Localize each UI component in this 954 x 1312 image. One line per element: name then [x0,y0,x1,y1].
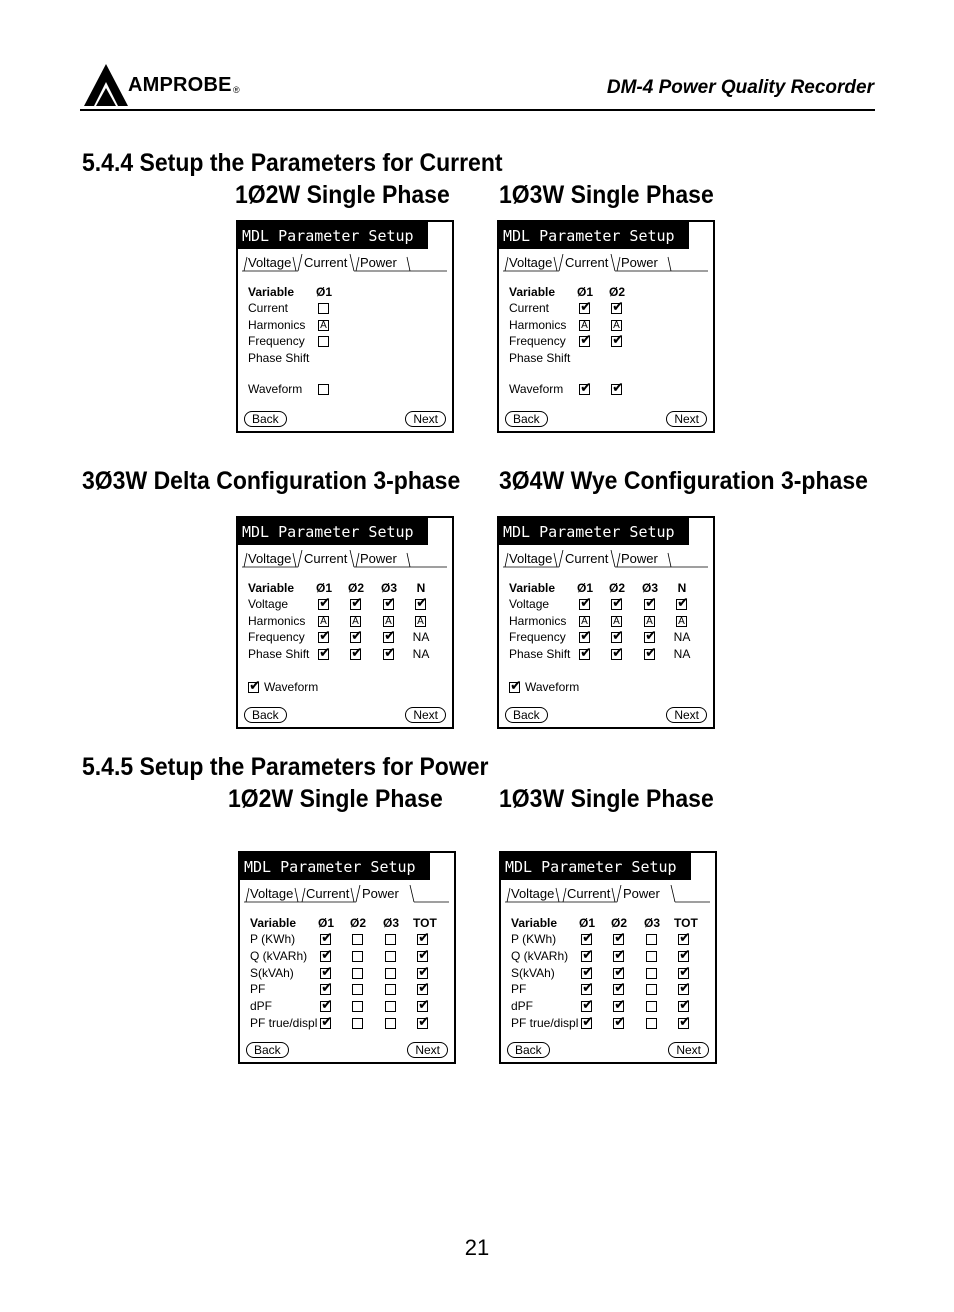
next-button[interactable]: Next [666,411,707,427]
panel-title: MDL Parameter Setup [499,222,689,249]
caption-3p3w-delta: 3Ø3W Delta Configuration 3-phase [82,467,461,495]
document-title: DM-4 Power Quality Recorder [606,77,874,98]
column-header: Ø1 [576,285,593,299]
tab-power[interactable]: Power [621,551,658,566]
checked-checkbox[interactable] [581,1018,592,1029]
next-button[interactable]: Next [668,1042,709,1058]
tab-current[interactable]: Current [567,886,611,901]
variable-label: Frequency [248,334,305,348]
checked-checkbox[interactable] [611,336,622,347]
checked-checkbox[interactable] [383,649,394,660]
checked-checkbox[interactable] [678,984,689,995]
checked-checkbox[interactable] [320,984,331,995]
setup-panel-current-1p3w [497,220,715,433]
checked-checkbox[interactable] [417,934,428,945]
checked-checkbox[interactable] [417,1001,428,1012]
panel-title: MDL Parameter Setup [499,518,689,545]
tab-bar [242,254,447,272]
column-header: Ø2 [347,581,364,595]
column-header: TOT [413,916,437,930]
auto-checkbox[interactable]: A [350,616,361,627]
column-header: TOT [674,916,698,930]
column-header: Ø1 [576,581,593,595]
auto-checkbox[interactable]: A [611,320,622,331]
checked-checkbox[interactable] [613,934,624,945]
auto-checkbox[interactable]: A [415,616,426,627]
checked-checkbox[interactable] [350,599,361,610]
variable-label: Voltage [509,597,550,611]
tab-current[interactable]: Current [304,551,348,566]
tab-voltage[interactable]: Voltage [511,886,555,901]
variable-header: Variable [511,916,558,930]
tab-current[interactable]: Current [565,551,609,566]
checked-checkbox[interactable] [676,599,687,610]
auto-checkbox[interactable]: A [579,320,590,331]
variable-header: Variable [509,581,556,595]
auto-checkbox[interactable]: A [644,616,655,627]
checked-checkbox[interactable] [579,303,590,314]
variable-header: Variable [250,916,297,930]
waveform-label: Waveform [525,680,580,694]
checked-checkbox[interactable] [320,934,331,945]
next-button[interactable]: Next [405,411,446,427]
variable-label: Current [248,301,289,315]
checked-checkbox[interactable] [320,968,331,979]
checked-checkbox[interactable] [417,951,428,962]
checked-checkbox[interactable] [644,649,655,660]
unchecked-checkbox[interactable] [352,1001,363,1012]
waveform-checkbox-checked[interactable] [579,384,590,395]
back-button[interactable]: Back [244,411,287,427]
checked-checkbox[interactable] [581,951,592,962]
variable-label: Q (kVARh) [511,948,569,963]
variable-label: PF [250,982,266,997]
auto-checkbox[interactable]: A [676,616,687,627]
column-header: Ø2 [610,916,627,930]
header-divider [80,109,875,111]
checked-checkbox[interactable] [579,336,590,347]
variable-label: Harmonics [509,317,567,332]
waveform-checkbox[interactable] [318,384,329,395]
caption-1p3w-power: 1Ø3W Single Phase [499,785,714,813]
setup-panel-current-3p3w [236,516,454,729]
tab-bar [503,550,708,568]
column-header: Ø2 [349,916,366,930]
tab-current[interactable]: Current [306,886,350,901]
checked-checkbox[interactable] [644,599,655,610]
auto-checkbox[interactable]: A [611,616,622,627]
variable-label: PF true/displ [511,1016,579,1030]
back-button[interactable]: Back [244,707,287,723]
variable-label: PF true/displ [250,1016,318,1030]
not-applicable-label: NA [673,646,691,661]
tab-power[interactable]: Power [360,551,397,566]
column-header: Ø3 [380,581,397,595]
column-header: Ø1 [578,916,595,930]
variable-label: S(kVAh) [511,965,555,980]
checked-checkbox[interactable] [417,1018,428,1029]
back-button[interactable]: Back [507,1042,550,1058]
column-header: Ø2 [608,581,625,595]
waveform-label: Waveform [264,680,319,694]
column-header: Ø3 [643,916,660,930]
checked-checkbox[interactable] [320,1001,331,1012]
unchecked-checkbox[interactable] [646,1018,657,1029]
checked-checkbox[interactable] [581,934,592,945]
unchecked-checkbox[interactable] [318,303,329,314]
variable-label: dPF [250,999,273,1014]
unchecked-checkbox[interactable] [646,1001,657,1012]
tab-voltage[interactable]: Voltage [248,551,292,566]
not-applicable-label: NA [673,630,691,644]
tab-bar [505,885,710,903]
variable-label: Frequency [248,630,305,644]
checked-checkbox[interactable] [678,1018,689,1029]
checked-checkbox[interactable] [678,951,689,962]
waveform-checkbox-checked[interactable] [248,682,259,693]
column-header: Ø1 [315,581,332,595]
checked-checkbox[interactable] [613,1018,624,1029]
tab-power[interactable]: Power [362,886,399,901]
auto-checkbox[interactable]: A [318,320,329,331]
column-header: Ø3 [641,581,658,595]
variable-label: Q (kVARh) [250,948,308,963]
back-button[interactable]: Back [505,707,548,723]
variable-label: Harmonics [248,317,306,332]
variable-label: dPF [511,999,534,1014]
checked-checkbox[interactable] [350,649,361,660]
checked-checkbox[interactable] [613,968,624,979]
column-header: Ø3 [382,916,399,930]
panel-title: MDL Parameter Setup [240,853,430,880]
panel-title: MDL Parameter Setup [238,222,428,249]
tab-voltage[interactable]: Voltage [250,886,294,901]
registered-mark: ® [233,85,240,95]
next-button[interactable]: Next [407,1042,448,1058]
section-heading-current: 5.4.4 Setup the Parameters for Current [82,149,503,177]
checked-checkbox[interactable] [613,984,624,995]
tab-current[interactable]: Current [565,255,609,270]
variable-header: Variable [248,285,295,299]
checked-checkbox[interactable] [318,632,329,643]
checked-checkbox[interactable] [417,968,428,979]
column-header: Ø1 [317,916,334,930]
variable-label: Harmonics [509,613,567,628]
checked-checkbox[interactable] [611,599,622,610]
caption-1p3w-current: 1Ø3W Single Phase [499,181,714,209]
checked-checkbox[interactable] [678,1001,689,1012]
column-header: Ø1 [315,285,332,299]
checked-checkbox[interactable] [579,599,590,610]
setup-panel-power-1p3w [499,851,717,1064]
unchecked-checkbox[interactable] [385,968,396,979]
checked-checkbox[interactable] [581,968,592,979]
page-number: 21 [464,1235,490,1260]
variable-label: Phase Shift [248,646,310,661]
checked-checkbox[interactable] [611,632,622,643]
caption-1p2w-current: 1Ø2W Single Phase [235,181,450,209]
back-button[interactable]: Back [505,411,548,427]
column-header: N [677,581,687,595]
tab-current[interactable]: Current [304,255,348,270]
variable-header: Variable [248,581,295,595]
unchecked-checkbox[interactable] [385,934,396,945]
tab-power[interactable]: Power [623,886,660,901]
checked-checkbox[interactable] [417,984,428,995]
column-header: Ø2 [608,285,625,299]
tab-bar [503,254,708,272]
unchecked-checkbox[interactable] [352,984,363,995]
checked-checkbox[interactable] [613,951,624,962]
variable-label: Harmonics [248,613,306,628]
variable-label: Phase Shift [248,350,310,365]
back-button[interactable]: Back [246,1042,289,1058]
checked-checkbox[interactable] [320,1018,331,1029]
unchecked-checkbox[interactable] [352,934,363,945]
caption-3p4w-wye: 3Ø4W Wye Configuration 3-phase [499,467,868,495]
not-applicable-label: NA [412,630,430,644]
tab-voltage[interactable]: Voltage [248,255,292,270]
waveform-checkbox-checked[interactable] [509,682,520,693]
checked-checkbox[interactable] [383,599,394,610]
variable-label: PF [511,982,527,997]
auto-checkbox[interactable]: A [318,616,329,627]
variable-label: Phase Shift [509,646,571,661]
unchecked-checkbox[interactable] [385,984,396,995]
checked-checkbox[interactable] [611,649,622,660]
tab-bar [242,550,447,568]
setup-panel-current-1p2w [236,220,454,433]
checked-checkbox[interactable] [579,649,590,660]
unchecked-checkbox[interactable] [385,1018,396,1029]
variable-label: Frequency [509,630,566,644]
unchecked-checkbox[interactable] [352,1018,363,1029]
variable-label: P (KWh) [250,932,296,946]
variable-label: Current [509,301,550,315]
unchecked-checkbox[interactable] [646,951,657,962]
tab-voltage[interactable]: Voltage [509,255,553,270]
checked-checkbox[interactable] [678,934,689,945]
next-button[interactable]: Next [666,707,707,723]
checked-checkbox[interactable] [581,1001,592,1012]
checked-checkbox[interactable] [383,632,394,643]
checked-checkbox[interactable] [320,951,331,962]
waveform-checkbox-checked[interactable] [611,384,622,395]
next-button[interactable]: Next [405,707,446,723]
setup-panel-current-3p4w [497,516,715,729]
waveform-label: Waveform [509,382,564,396]
unchecked-checkbox[interactable] [352,951,363,962]
checked-checkbox[interactable] [644,632,655,643]
checked-checkbox[interactable] [611,303,622,314]
checked-checkbox[interactable] [318,649,329,660]
tab-bar [244,885,449,903]
unchecked-checkbox[interactable] [646,984,657,995]
variable-label: Frequency [509,334,566,348]
checked-checkbox[interactable] [581,984,592,995]
column-header: N [416,581,426,595]
tab-power[interactable]: Power [360,255,397,270]
unchecked-checkbox[interactable] [385,1001,396,1012]
variable-label: Phase Shift [509,350,571,365]
unchecked-checkbox[interactable] [318,336,329,347]
variable-label: Voltage [248,597,289,611]
checked-checkbox[interactable] [318,599,329,610]
brand-name: AMPROBE [128,74,232,96]
not-applicable-label: NA [412,646,430,661]
panel-title: MDL Parameter Setup [501,853,691,880]
unchecked-checkbox[interactable] [646,968,657,979]
variable-label: P (KWh) [511,932,557,946]
section-heading-power: 5.4.5 Setup the Parameters for Power [82,753,489,781]
checked-checkbox[interactable] [350,632,361,643]
checked-checkbox[interactable] [613,1001,624,1012]
auto-checkbox[interactable]: A [383,616,394,627]
panel-title: MDL Parameter Setup [238,518,428,545]
tab-power[interactable]: Power [621,255,658,270]
variable-label: S(kVAh) [250,965,294,980]
unchecked-checkbox[interactable] [352,968,363,979]
caption-1p2w-power: 1Ø2W Single Phase [228,785,443,813]
checked-checkbox[interactable] [579,632,590,643]
tab-voltage[interactable]: Voltage [509,551,553,566]
setup-panel-power-1p2w [238,851,456,1064]
variable-header: Variable [509,285,556,299]
unchecked-checkbox[interactable] [646,934,657,945]
checked-checkbox[interactable] [678,968,689,979]
unchecked-checkbox[interactable] [385,951,396,962]
checked-checkbox[interactable] [415,599,426,610]
auto-checkbox[interactable]: A [579,616,590,627]
waveform-label: Waveform [248,382,303,396]
